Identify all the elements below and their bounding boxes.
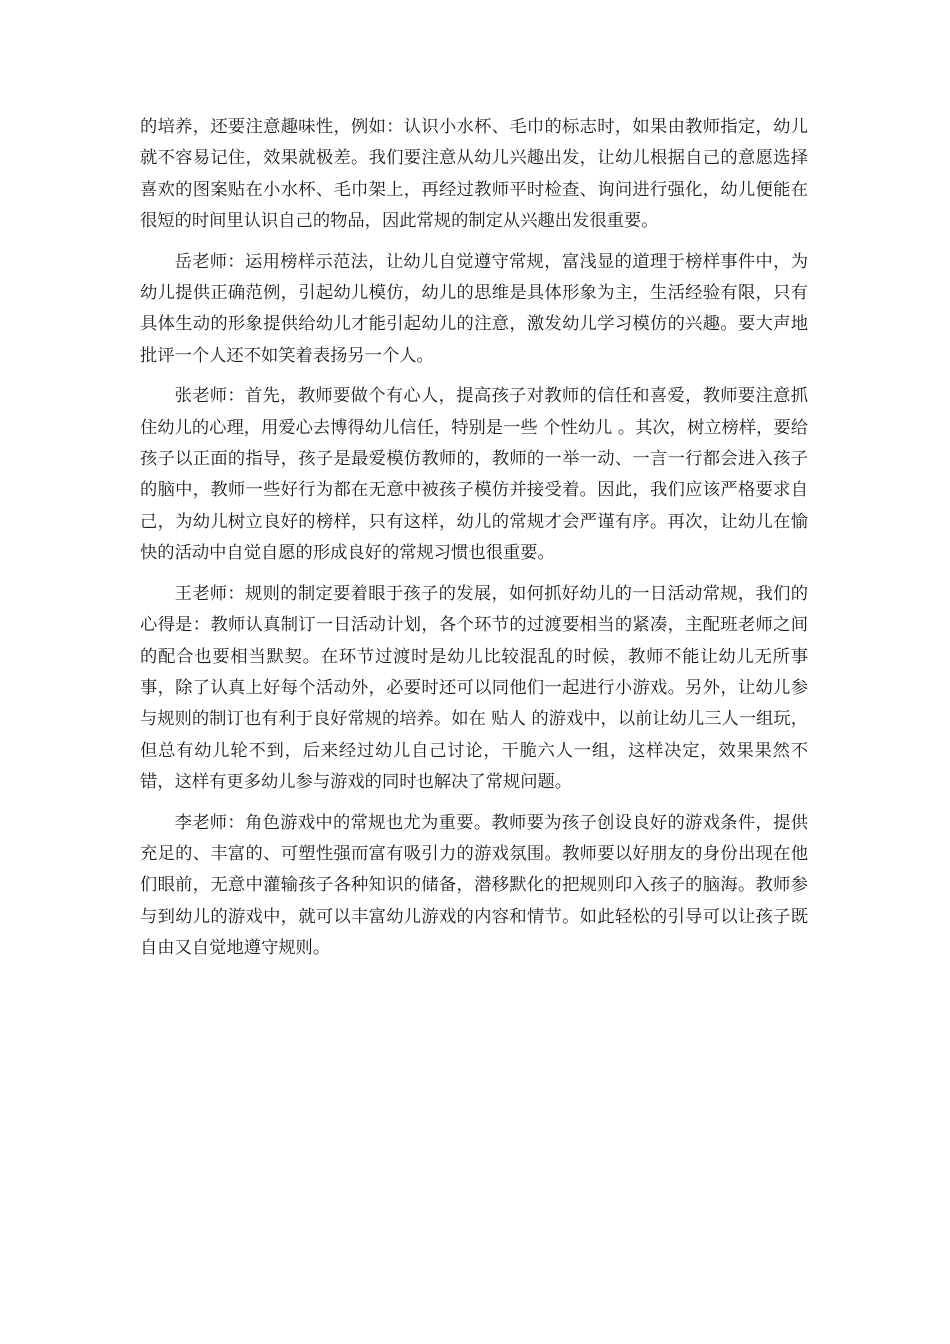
paragraph-teacher-wang: 王老师：规则的制定要着眼于孩子的发展，如何抓好幼儿的一日活动常规，我们的心得是：教师认真制订一日活动计划，各个环节的过渡要相当的紧凑，主配班老师之间的配合也要相当默契。在环节过渡时是幼儿比较混乱的时候，教师不能让幼儿无所事事，除了认真上好每个活动外，必要时还可以同他们一起进行小游戏。另外，让幼儿参与规则的制订也有利于良好常规的培养。如在 贴人 的游戏中，以前让幼儿三人一组玩，但总有幼儿轮不到，后来经过幼儿自己讨论，干脆六人一组，这样决定，效果果然不错，这样有更多幼儿参与游戏的同时也解决了常规问题。 bbox=[140, 583, 808, 793]
document-page bbox=[140, 112, 808, 974]
paragraph-teacher-zhang: 张老师：首先，教师要做个有心人，提高孩子对教师的信任和喜爱，教师要注意抓住幼儿的心理，用爱心去博得幼儿信任，特别是一些 个性幼儿 。其次，树立榜样，要给孩子以正面的指导，孩子是最爱模仿教师的，教师的一举一动、一言一行都会进入孩子的脑中，教师一些好行为都在无意中被孩子模仿并接受着。因此，我们应该严格要求自己，为幼儿树立良好的榜样，只有这样，幼儿的常规才会严谨有序。再次，让幼儿在愉快的活动中自觉自愿的形成良好的常规习惯也很重要。 bbox=[140, 386, 808, 564]
paragraph-continuation: 的培养，还要注意趣味性，例如：认识小水杯、毛巾的标志时，如果由教师指定，幼儿就不容易记住，效果就极差。我们要注意从幼儿兴趣出发，让幼儿根据自己的意愿选择喜欢的图案贴在小水杯、毛巾架上，再经过教师平时检查、询问进行强化，幼儿便能在很短的时间里认识自己的物品，因此常规的制定从兴趣出发很重要。 bbox=[140, 117, 808, 232]
paragraph-teacher-yue: 岳老师：运用榜样示范法，让幼儿自觉遵守常规，富浅显的道理于榜样事件中，为幼儿提供正确范例，引起幼儿模仿，幼儿的思维是具体形象为主，生活经验有限，只有具体生动的形象提供给幼儿才能引起幼儿的注意，激发幼儿学习模仿的兴趣。要大声地批评一个人还不如笑着表扬另一个人。 bbox=[140, 251, 808, 366]
paragraph-teacher-li: 李老师：角色游戏中的常规也尤为重要。教师要为孩子创设良好的游戏条件，提供充足的、丰富的、可塑性强而富有吸引力的游戏氛围。教师要以好朋友的身份出现在他们眼前，无意中灌输孩子各种知识的储备，潜移默化的把规则印入孩子的脑海。教师参与到幼儿的游戏中，就可以丰富幼儿游戏的内容和情节。如此轻松的引导可以让孩子既自由又自觉地遵守规则。 bbox=[140, 812, 808, 959]
